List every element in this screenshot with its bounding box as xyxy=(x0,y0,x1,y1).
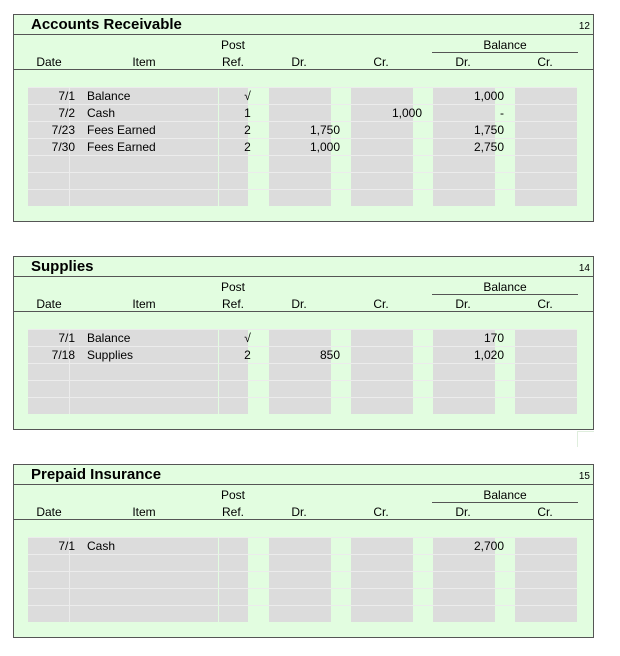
row-balance-dr xyxy=(447,589,504,606)
sheet-fragment xyxy=(577,431,594,447)
row-cr xyxy=(365,381,422,398)
row-balance-cr xyxy=(529,122,586,139)
row-date: 7/30 xyxy=(51,140,75,154)
table-row xyxy=(28,155,577,172)
ledger-title: Prepaid Insurance xyxy=(31,466,162,483)
table-row xyxy=(28,138,577,155)
row-cr xyxy=(365,398,422,415)
row-cr xyxy=(365,364,422,381)
row-dr: 1,750 xyxy=(309,123,340,137)
row-balance-cr xyxy=(529,381,586,398)
row-date xyxy=(28,555,75,572)
row-balance-dr xyxy=(447,364,504,381)
row-date xyxy=(28,381,75,398)
row-dr xyxy=(283,589,340,606)
row-balance-dr xyxy=(447,173,504,190)
header-date: Date xyxy=(36,55,62,69)
row-post-ref xyxy=(233,156,262,173)
row-balance-dr: - xyxy=(500,106,504,120)
row-date: 7/1 xyxy=(58,331,75,345)
header-balance: Balance xyxy=(483,38,527,52)
row-balance-dr: 1,020 xyxy=(473,348,504,362)
row-dr xyxy=(283,538,340,555)
row-item xyxy=(87,364,227,381)
table-row xyxy=(28,537,577,554)
header-balance: Balance xyxy=(483,280,527,294)
table-row xyxy=(28,571,577,588)
row-cr xyxy=(365,555,422,572)
ledger-accounts-receivable xyxy=(13,14,594,222)
row-balance-cr xyxy=(529,589,586,606)
table-row xyxy=(28,397,577,414)
row-balance-cr xyxy=(529,606,586,623)
ledger-title-bar xyxy=(14,465,593,485)
row-balance-cr xyxy=(529,139,586,156)
table-row xyxy=(28,87,577,104)
table-row xyxy=(28,588,577,605)
row-balance-cr xyxy=(529,538,586,555)
row-balance-cr xyxy=(529,572,586,589)
row-date: 7/1 xyxy=(58,539,75,553)
ledger-prepaid-insurance xyxy=(13,464,594,638)
row-post-ref xyxy=(233,173,262,190)
row-cr xyxy=(365,156,422,173)
row-cr xyxy=(365,139,422,156)
row-post-ref: √ xyxy=(244,331,251,345)
row-balance-cr xyxy=(529,88,586,105)
row-cr xyxy=(365,347,422,364)
header-dr: Dr. xyxy=(291,297,307,311)
row-balance-cr xyxy=(529,105,586,122)
table-row xyxy=(28,104,577,121)
row-item xyxy=(87,190,227,207)
table-row xyxy=(28,189,577,206)
row-dr xyxy=(283,364,340,381)
header-ref: Ref. xyxy=(221,297,245,311)
row-item: Cash xyxy=(87,539,116,553)
row-dr xyxy=(283,381,340,398)
header-item: Item xyxy=(132,297,156,311)
row-cr xyxy=(365,606,422,623)
header-cr: Cr. xyxy=(373,55,389,69)
balance-underline xyxy=(432,52,578,53)
row-balance-dr xyxy=(447,190,504,207)
header-post: Post xyxy=(220,38,246,52)
ledger-supplies xyxy=(13,256,594,430)
balance-underline xyxy=(432,502,578,503)
row-item: Fees Earned xyxy=(87,140,156,154)
ledger-title: Supplies xyxy=(31,258,94,275)
ledger-title: Accounts Receivable xyxy=(31,16,182,33)
table-row xyxy=(28,172,577,189)
header-rule xyxy=(14,69,593,70)
row-dr xyxy=(283,555,340,572)
header-item: Item xyxy=(132,505,156,519)
header-date: Date xyxy=(36,297,62,311)
header-cr: Cr. xyxy=(373,505,389,519)
header-item: Item xyxy=(132,55,156,69)
row-item: Fees Earned xyxy=(87,123,156,137)
table-row xyxy=(28,554,577,571)
row-cr xyxy=(365,88,422,105)
row-item xyxy=(87,589,227,606)
row-dr xyxy=(283,330,340,347)
row-date xyxy=(28,156,75,173)
row-post-ref: 2 xyxy=(244,140,251,154)
row-cr xyxy=(365,122,422,139)
ledger-title-bar xyxy=(14,257,593,277)
table-row xyxy=(28,605,577,622)
row-dr: 1,000 xyxy=(309,140,340,154)
row-item: Cash xyxy=(87,106,116,120)
row-dr xyxy=(283,105,340,122)
header-balance-dr: Dr. xyxy=(455,505,471,519)
row-balance-dr: 2,700 xyxy=(473,539,504,553)
row-cr xyxy=(365,538,422,555)
row-balance-dr xyxy=(447,156,504,173)
row-balance-dr: 1,750 xyxy=(473,123,504,137)
header-rule xyxy=(14,311,593,312)
row-item: Supplies xyxy=(87,348,134,362)
row-date xyxy=(28,173,75,190)
header-post: Post xyxy=(220,488,246,502)
row-dr xyxy=(283,156,340,173)
row-item xyxy=(87,606,227,623)
header-balance: Balance xyxy=(483,488,527,502)
row-balance-dr xyxy=(447,555,504,572)
row-balance-cr xyxy=(529,364,586,381)
row-balance-cr xyxy=(529,173,586,190)
ledger-title-bar xyxy=(14,15,593,35)
row-balance-cr xyxy=(529,398,586,415)
row-item: Balance xyxy=(87,331,131,345)
row-balance-cr xyxy=(529,190,586,207)
row-post-ref xyxy=(233,572,262,589)
row-balance-dr xyxy=(447,398,504,415)
row-dr xyxy=(283,606,340,623)
row-cr xyxy=(365,330,422,347)
account-number: 14 xyxy=(578,263,590,274)
header-balance-dr: Dr. xyxy=(455,55,471,69)
account-number: 12 xyxy=(578,21,590,32)
row-post-ref xyxy=(233,398,262,415)
ledger-body xyxy=(14,537,593,622)
row-date xyxy=(28,364,75,381)
row-cr xyxy=(365,173,422,190)
header-dr: Dr. xyxy=(291,505,307,519)
table-row xyxy=(28,329,577,346)
row-dr xyxy=(283,88,340,105)
row-balance-dr xyxy=(447,572,504,589)
row-balance-cr xyxy=(529,156,586,173)
row-date: 7/2 xyxy=(58,106,75,120)
row-item xyxy=(87,156,227,173)
row-post-ref xyxy=(233,555,262,572)
account-number: 15 xyxy=(578,471,590,482)
header-balance-dr: Dr. xyxy=(455,297,471,311)
row-cr: 1,000 xyxy=(391,106,422,120)
table-row xyxy=(28,121,577,138)
row-post-ref xyxy=(233,589,262,606)
row-post-ref xyxy=(233,364,262,381)
row-date: 7/18 xyxy=(51,348,75,362)
table-row xyxy=(28,346,577,363)
row-balance-cr xyxy=(529,555,586,572)
row-balance-dr: 1,000 xyxy=(473,89,504,103)
row-dr xyxy=(283,190,340,207)
row-dr xyxy=(283,572,340,589)
row-date: 7/23 xyxy=(51,123,75,137)
row-post-ref xyxy=(233,606,262,623)
header-balance-cr: Cr. xyxy=(537,55,553,69)
row-cr xyxy=(365,190,422,207)
row-balance-dr: 2,750 xyxy=(473,140,504,154)
table-row xyxy=(28,380,577,397)
row-post-ref: √ xyxy=(244,89,251,103)
header-dr: Dr. xyxy=(291,55,307,69)
row-post-ref xyxy=(233,381,262,398)
row-post-ref: 2 xyxy=(244,123,251,137)
header-post: Post xyxy=(220,280,246,294)
header-cr: Cr. xyxy=(373,297,389,311)
row-balance-cr xyxy=(529,330,586,347)
row-item xyxy=(87,572,227,589)
row-post-ref: 1 xyxy=(244,106,251,120)
ledger-body xyxy=(14,87,593,206)
row-item xyxy=(87,555,227,572)
balance-underline xyxy=(432,294,578,295)
row-date xyxy=(28,398,75,415)
row-balance-dr xyxy=(447,606,504,623)
row-date: 7/1 xyxy=(58,89,75,103)
row-balance-cr xyxy=(529,347,586,364)
row-dr: 850 xyxy=(319,348,340,362)
header-balance-cr: Cr. xyxy=(537,505,553,519)
table-row xyxy=(28,363,577,380)
row-post-ref xyxy=(233,190,262,207)
row-cr xyxy=(365,572,422,589)
row-item: Balance xyxy=(87,89,131,103)
row-date xyxy=(28,589,75,606)
ledger-body xyxy=(14,329,593,414)
row-dr xyxy=(283,398,340,415)
row-dr xyxy=(283,173,340,190)
row-item xyxy=(87,381,227,398)
header-date: Date xyxy=(36,505,62,519)
row-item xyxy=(87,173,227,190)
header-ref: Ref. xyxy=(221,55,245,69)
row-date xyxy=(28,606,75,623)
row-balance-dr xyxy=(447,381,504,398)
row-date xyxy=(28,572,75,589)
header-ref: Ref. xyxy=(221,505,245,519)
row-balance-dr: 170 xyxy=(483,331,504,345)
row-post-ref xyxy=(233,538,262,555)
row-date xyxy=(28,190,75,207)
header-balance-cr: Cr. xyxy=(537,297,553,311)
header-rule xyxy=(14,519,593,520)
row-item xyxy=(87,398,227,415)
row-cr xyxy=(365,589,422,606)
row-post-ref: 2 xyxy=(244,348,251,362)
